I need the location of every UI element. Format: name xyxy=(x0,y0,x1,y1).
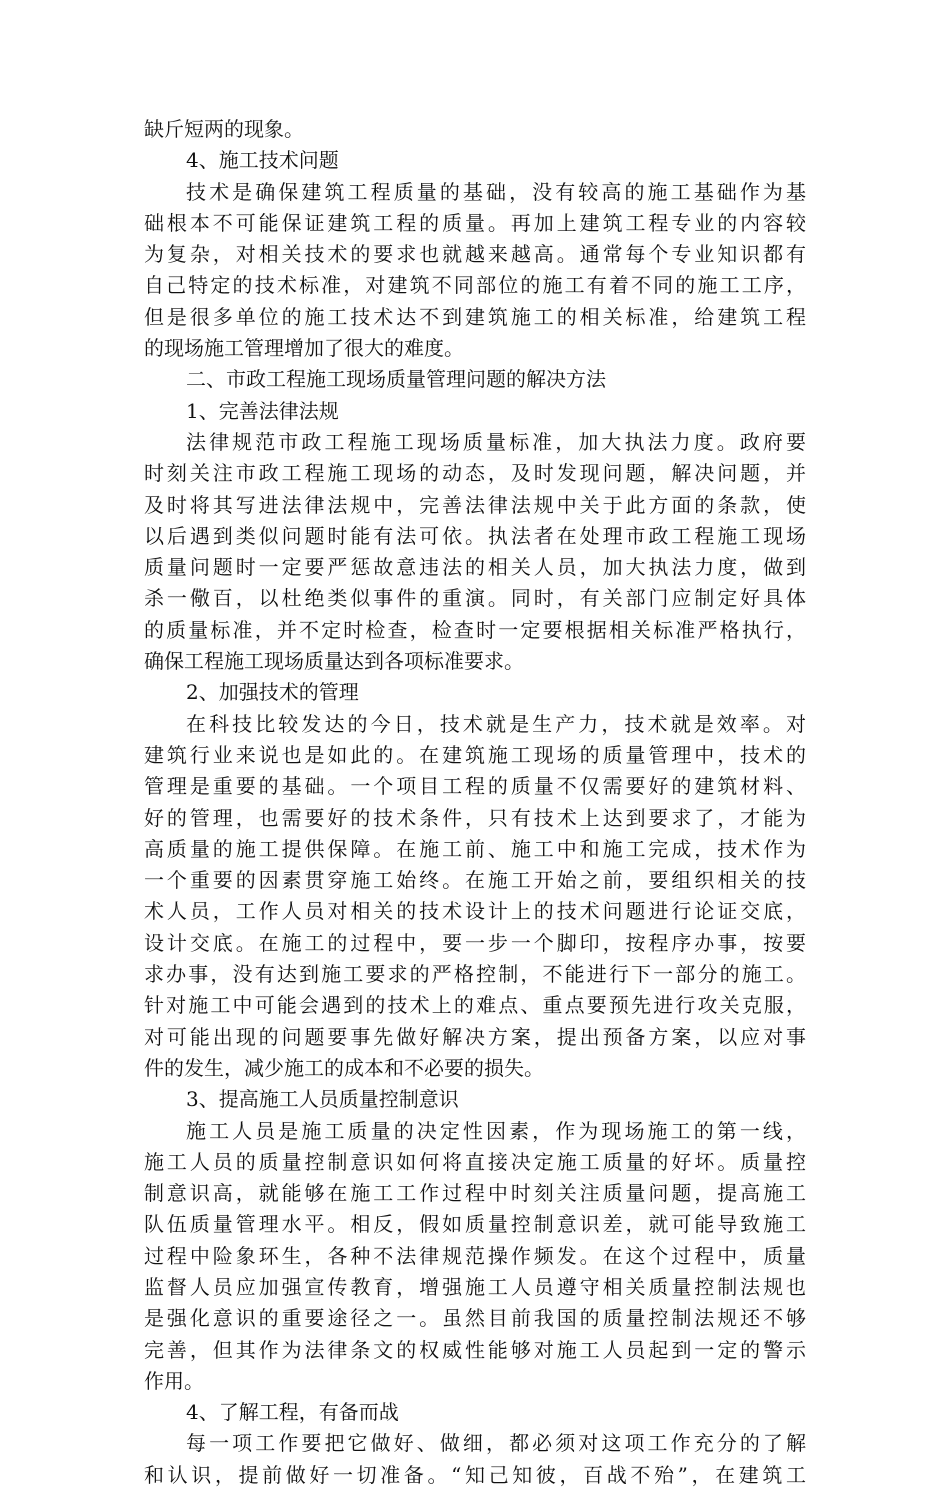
text-line: 杀一儆百，以杜绝类似事件的重演。同时，有关部门应制定好具体 xyxy=(144,586,806,611)
text-line: 和认识，提前做好一切准备。“知己知彼，百战不殆”，在建筑工 xyxy=(144,1462,806,1487)
text-line: 3、提高施工人员质量控制意识 xyxy=(186,1087,459,1112)
text-line: 作用。 xyxy=(144,1368,204,1393)
text-line: 确保工程施工现场质量达到各项标准要求。 xyxy=(144,649,524,674)
text-line: 每一项工作要把它做好、做细，都必须对这项工作充分的了解 xyxy=(186,1431,806,1456)
text-line: 设计交底。在施工的过程中，要一步一个脚印，按程序办事，按要 xyxy=(144,930,806,955)
text-line: 质量问题时一定要严惩故意违法的相关人员，加大执法力度，做到 xyxy=(144,555,806,580)
text-line: 在科技比较发达的今日，技术就是生产力，技术就是效率。对 xyxy=(186,711,806,736)
text-line: 为复杂，对相关技术的要求也就越来越高。通常每个专业知识都有 xyxy=(144,242,806,267)
text-line: 求办事，没有达到施工要求的严格控制，不能进行下一部分的施工。 xyxy=(144,962,806,987)
text-line: 高质量的施工提供保障。在施工前、施工中和施工完成，技术作为 xyxy=(144,836,806,861)
text-line: 以后遇到类似问题时能有法可依。执法者在处理市政工程施工现场 xyxy=(144,523,806,548)
text-line: 过程中险象环生，各种不法律规范操作频发。在这个过程中，质量 xyxy=(144,1243,806,1268)
text-line: 是强化意识的重要途径之一。虽然目前我国的质量控制法规还不够 xyxy=(144,1306,806,1331)
text-line: 建筑行业来说也是如此的。在建筑施工现场的质量管理中，技术的 xyxy=(144,742,806,767)
text-line: 管理是重要的基础。一个项目工程的质量不仅需要好的建筑材料、 xyxy=(144,774,806,799)
text-line: 队伍质量管理水平。相反，假如质量控制意识差，就可能导致施工 xyxy=(144,1212,806,1237)
document-body xyxy=(144,114,806,1491)
text-line: 二、市政工程施工现场质量管理问题的解决方法 xyxy=(186,367,606,392)
text-line: 件的发生，减少施工的成本和不必要的损失。 xyxy=(144,1055,544,1080)
text-line: 好的管理，也需要好的技术条件，只有技术上达到要求了，才能为 xyxy=(144,805,806,830)
text-line: 术人员，工作人员对相关的技术设计上的技术问题进行论证交底， xyxy=(144,899,806,924)
text-line: 制意识高，就能够在施工工作过程中时刻关注质量问题，提高施工 xyxy=(144,1181,806,1206)
text-line: 施工人员是施工质量的决定性因素，作为现场施工的第一线， xyxy=(186,1118,806,1143)
text-line: 及时将其写进法律法规中，完善法律法规中关于此方面的条款，使 xyxy=(144,492,806,517)
text-line: 一个重要的因素贯穿施工始终。在施工开始之前，要组织相关的技 xyxy=(144,868,806,893)
text-line: 监督人员应加强宣传教育，增强施工人员遵守相关质量控制法规也 xyxy=(144,1274,806,1299)
text-line: 对可能出现的问题要事先做好解决方案，提出预备方案，以应对事 xyxy=(144,1024,806,1049)
text-line: 2、加强技术的管理 xyxy=(186,680,359,705)
text-line: 时刻关注市政工程施工现场的动态，及时发现问题，解决问题，并 xyxy=(144,461,806,486)
text-line: 施工人员的质量控制意识如何将直接决定施工质量的好坏。质量控 xyxy=(144,1149,806,1174)
text-line: 础根本不可能保证建筑工程的质量。再加上建筑工程专业的内容较 xyxy=(144,210,806,235)
text-line: 技术是确保建筑工程质量的基础，没有较高的施工基础作为基 xyxy=(186,179,806,204)
text-line: 缺斤短两的现象。 xyxy=(144,117,304,141)
text-line: 的质量标准，并不定时检查，检查时一定要根据相关标准严格执行， xyxy=(144,617,806,642)
text-line: 4、了解工程，有备而战 xyxy=(186,1400,399,1425)
text-line: 但是很多单位的施工技术达不到建筑施工的相关标准，给建筑工程 xyxy=(144,304,806,329)
text-line: 4、施工技术问题 xyxy=(186,148,339,173)
text-line: 的现场施工管理增加了很大的难度。 xyxy=(144,336,464,361)
text-line: 1、完善法律法规 xyxy=(186,398,339,423)
text-line: 法律规范市政工程施工现场质量标准，加大执法力度。政府要 xyxy=(186,429,806,454)
text-line: 针对施工中可能会遇到的技术上的难点、重点要预先进行攻关克服， xyxy=(144,993,806,1018)
text-line: 自己特定的技术标准，对建筑不同部位的施工有着不同的施工工序， xyxy=(144,273,806,298)
text-line: 完善，但其作为法律条文的权威性能够对施工人员起到一定的警示 xyxy=(144,1337,806,1362)
